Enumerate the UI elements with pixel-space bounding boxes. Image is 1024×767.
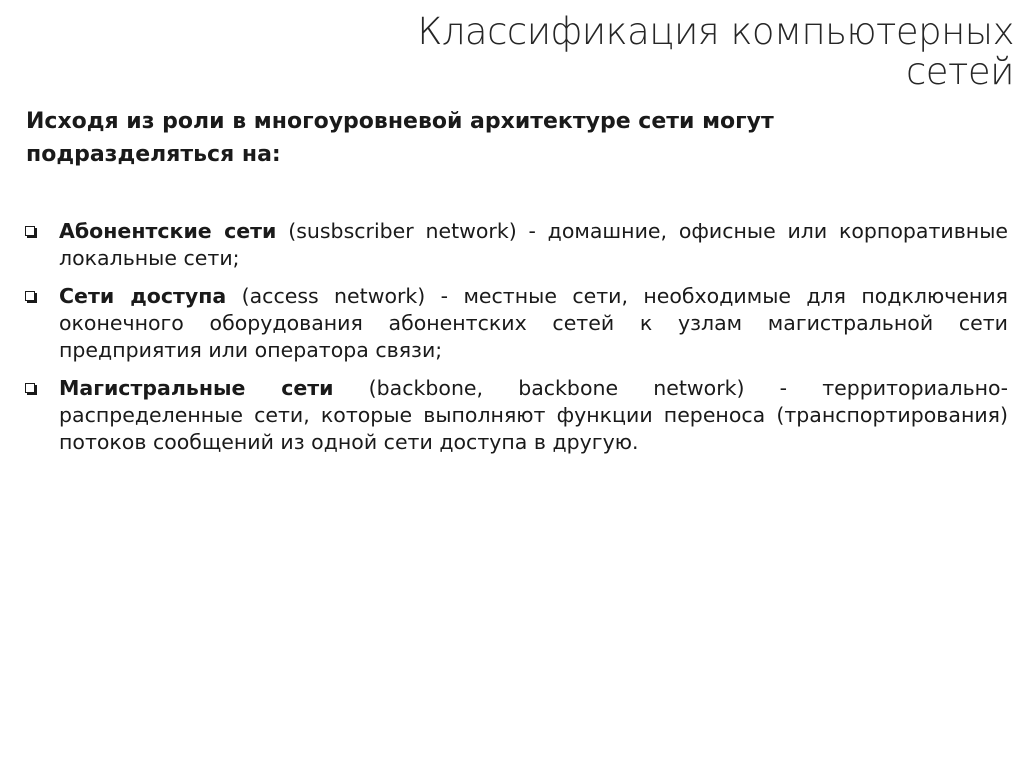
hollow-square-bullet-icon <box>25 383 35 393</box>
bullet-item-subscriber-networks <box>22 218 1008 272</box>
bullet-item-access-networks <box>22 283 1008 364</box>
bullet-list <box>22 218 1008 467</box>
hollow-square-bullet-icon <box>25 291 35 301</box>
bullet-term: Абонентские сети <box>59 219 277 243</box>
bullet-description: (access network) - местные сети, необходимые для подключения оконечного оборудования абонентских сетей к узлам магистральной сети предприятия или оператора связи; <box>59 284 1008 362</box>
bullet-term: Сети доступа <box>59 284 227 308</box>
slide-title-line-1: Классификация компьютерных <box>417 10 1014 53</box>
bullet-description: (backbone, backbone network) - территориально-распределенные сети, которые выполняют функции переноса (транспортирования) потоков сообщений из одной сети доступа в другую. <box>59 376 1009 454</box>
bullet-description: (susbscriber network) - домашние, офисные или корпоративные локальные сети; <box>59 219 1008 270</box>
bullet-term: Магистральные сети <box>59 376 334 400</box>
slide-title <box>314 12 1014 92</box>
hollow-square-bullet-icon <box>25 226 35 236</box>
lead-text: Исходя из роли в многоуровневой архитектуре сети могут подразделяться на: <box>26 109 774 167</box>
bullet-item-backbone-networks <box>22 375 1008 456</box>
slide-title-line-2: сетей <box>905 50 1014 93</box>
